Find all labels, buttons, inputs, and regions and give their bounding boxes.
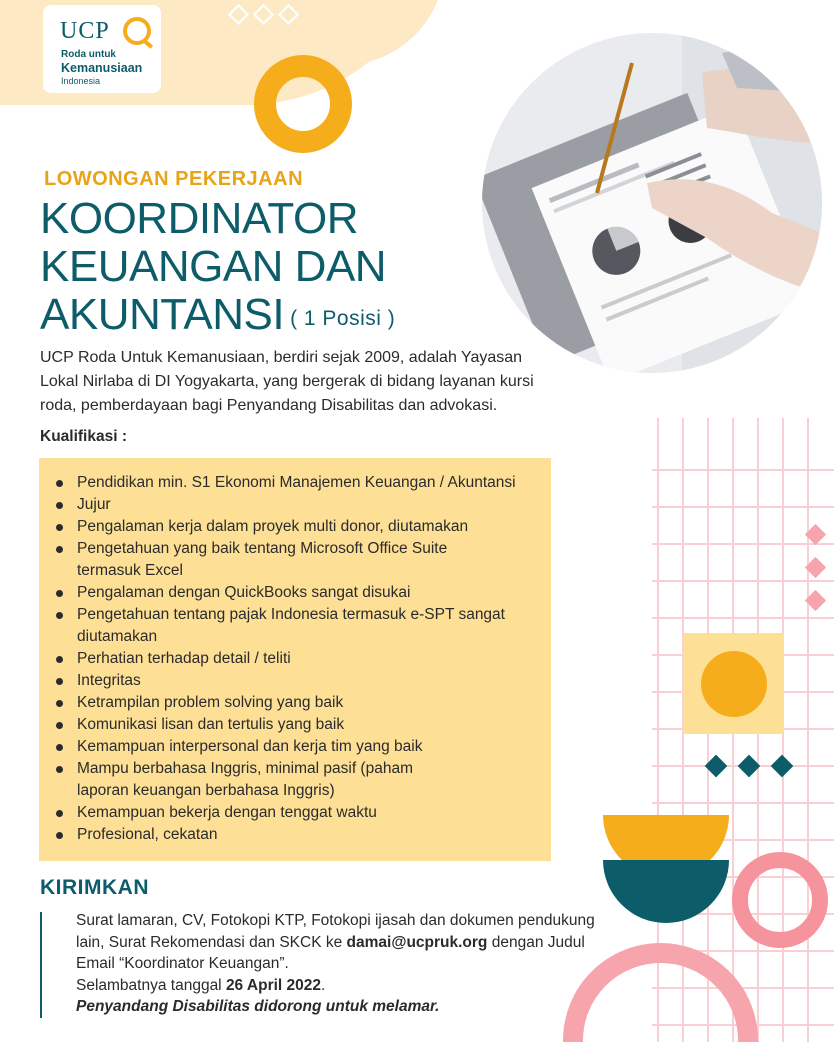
send-accent-bar xyxy=(40,912,42,1018)
qualification-item: Kemampuan bekerja dengan tenggat waktu xyxy=(55,802,545,824)
qualification-item: Pendidikan min. S1 Ekonomi Manajemen Keuangan / Akuntansi xyxy=(55,472,545,494)
qualification-item: Pengalaman kerja dalam proyek multi donor, diutamakan xyxy=(55,516,545,538)
qualification-item: Pengetahuan yang baik tentang Microsoft Office Suite termasuk Excel xyxy=(55,538,485,582)
job-title-line-1: KOORDINATOR xyxy=(40,194,359,243)
qualification-item: Integritas xyxy=(55,670,545,692)
logo-line-2: Kemanusiaan xyxy=(61,61,143,75)
pink-ring-shape xyxy=(732,852,828,948)
organization-intro: UCP Roda Untuk Kemanusiaan, berdiri sejak 2009, adalah Yayasan Lokal Nirlaba di DI Yogyakarta, yang bergerak di bidang layanan kursi roda, pemberdayaan bagi Penyandang Disabilitas dan advokasi. xyxy=(40,349,534,414)
qualification-item: Mampu berbahasa Inggris, minimal pasif (paham laporan keuangan berbahasa Inggris) xyxy=(55,758,415,802)
deadline-suffix: . xyxy=(321,976,326,994)
ucp-logo xyxy=(43,5,161,93)
disability-note: Penyandang Disabilitas didorong untuk melamar. xyxy=(76,998,440,1015)
photo-illustration xyxy=(482,33,822,373)
job-title-line-2: KEUANGAN DAN xyxy=(40,242,387,291)
qualification-item: Pengalaman dengan QuickBooks sangat disukai xyxy=(55,582,545,604)
deadline-date: 26 April 2022 xyxy=(225,976,322,994)
logo-line-1: Roda untuk xyxy=(61,49,116,60)
yellow-ring-shape xyxy=(254,55,352,153)
qualifications-label: Kualifikasi : xyxy=(40,428,127,445)
qualification-item: Ketrampilan problem solving yang baik xyxy=(55,692,545,714)
send-title: KIRIMKAN xyxy=(40,876,149,899)
logo-line-3: Indonesia xyxy=(61,76,101,86)
application-email-link[interactable]: damai@ucpruk.org xyxy=(346,933,488,951)
logo-brand: UCP xyxy=(60,18,110,44)
qualification-item: Pengetahuan tentang pajak Indonesia termasuk e-SPT sangat diutamakan xyxy=(55,604,530,648)
deadline-prefix: Selambatnya tanggal xyxy=(76,976,226,994)
qualification-item: Profesional, cekatan xyxy=(55,824,545,846)
send-text-1: Surat lamaran, CV, Fotokopi KTP, Fotokopi ijasah dan dokumen pendukung lain, Surat Rekomendasi dan SKCK ke xyxy=(76,912,595,951)
qualification-item: Komunikasi lisan dan tertulis yang baik xyxy=(55,714,545,736)
qualifications-list xyxy=(55,472,545,846)
logo-q-mark-icon xyxy=(123,17,151,45)
position-count: ( 1 Posisi ) xyxy=(290,307,396,330)
qualification-item: Jujur xyxy=(55,494,545,516)
qualification-item: Perhatian terhadap detail / teliti xyxy=(55,648,545,670)
job-title-line-3 xyxy=(40,292,395,342)
accounting-photo xyxy=(482,33,822,373)
send-instructions xyxy=(76,910,596,1018)
job-vacancy-subtitle: LOWONGAN PEKERJAAN xyxy=(44,168,304,190)
qualification-item: Kemampuan interpersonal dan kerja tim yang baik xyxy=(55,736,545,758)
job-title-text-3: AKUNTANSI xyxy=(40,290,285,339)
yellow-circle-shape xyxy=(701,651,767,717)
send-text-2: dengan Judul Email “Koordinator Keuangan”. xyxy=(76,933,585,972)
